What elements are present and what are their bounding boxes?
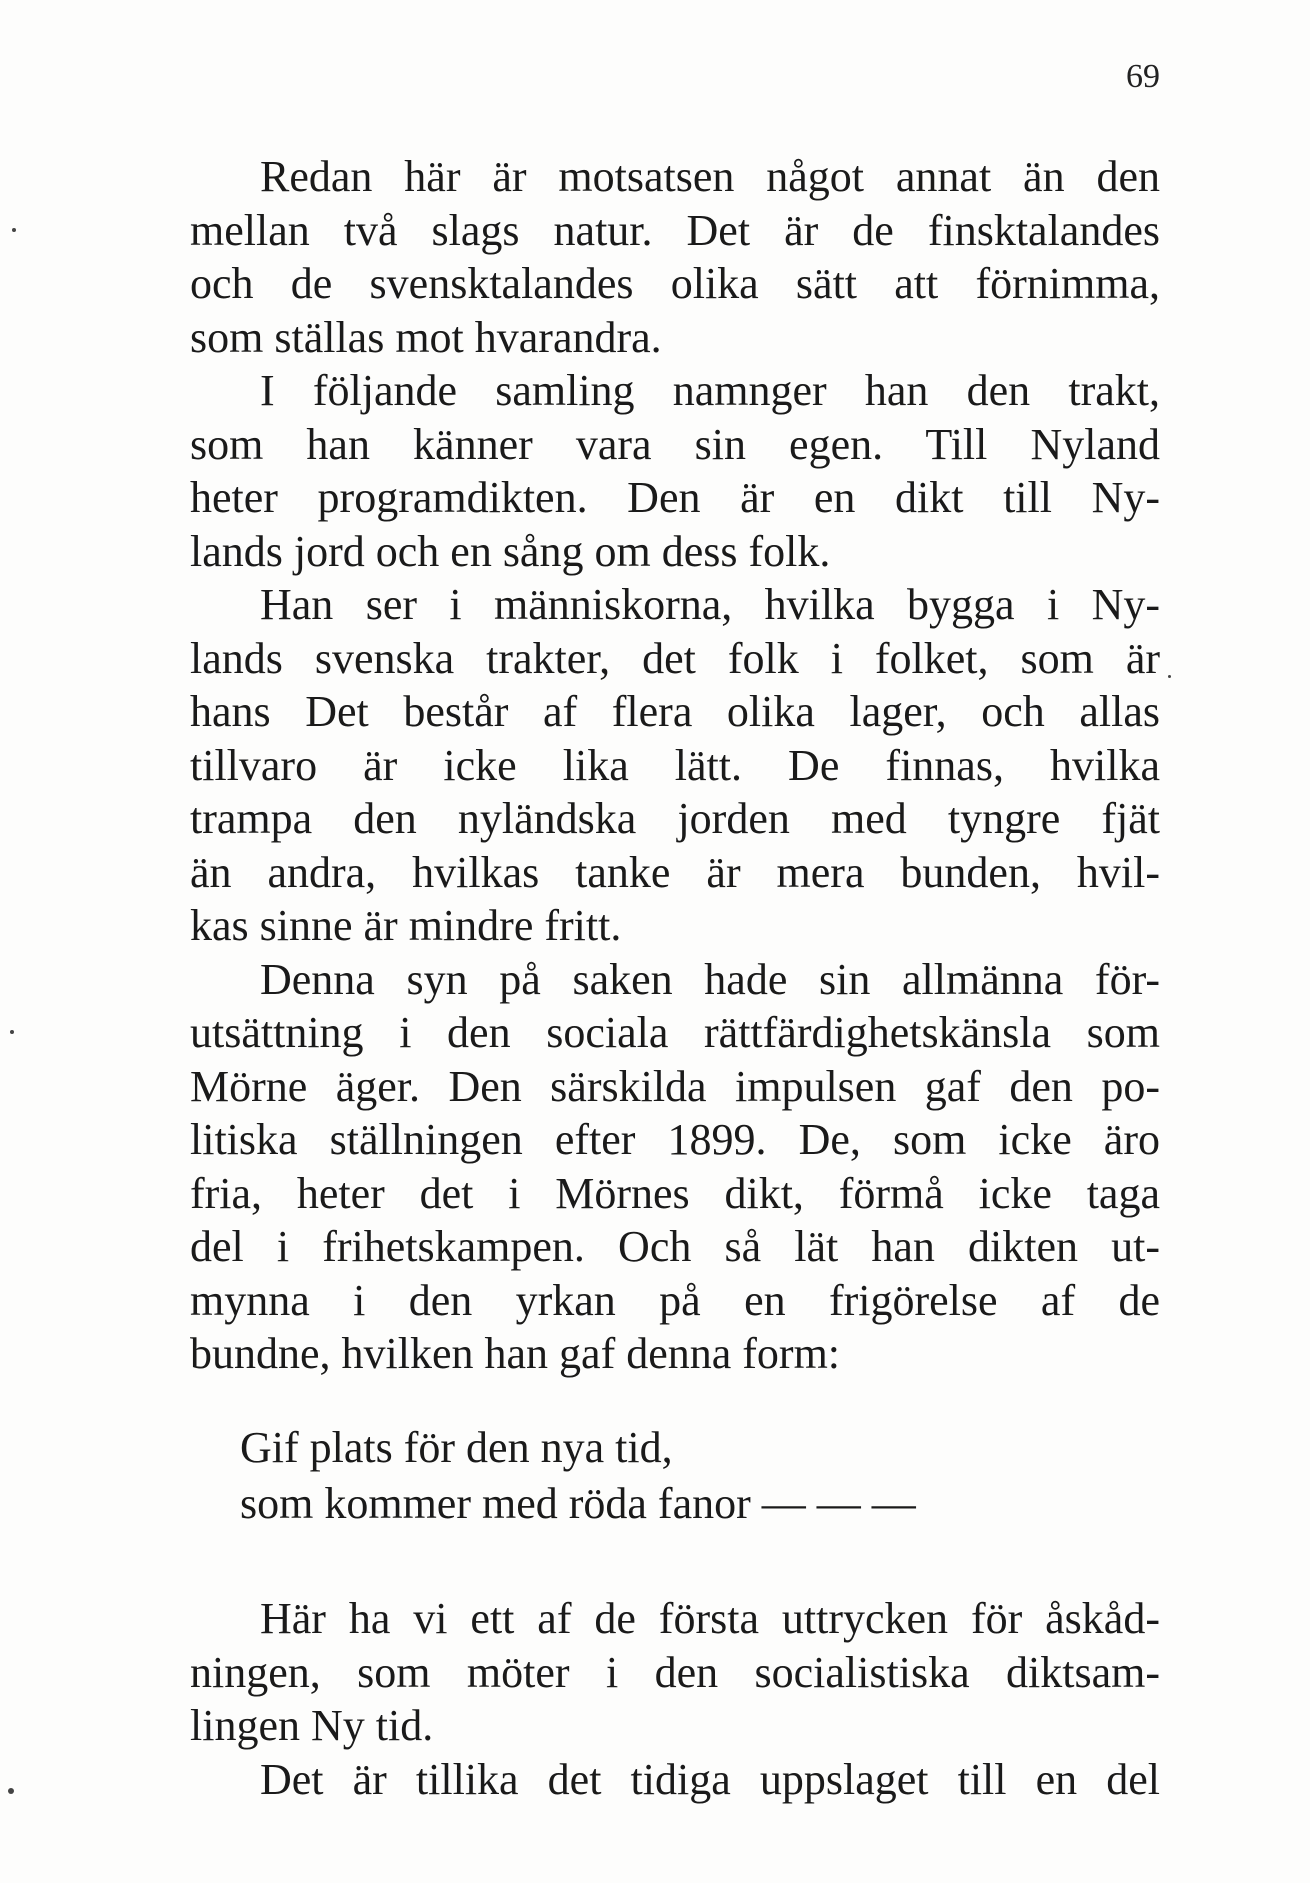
text-line: Denna syn på saken hade sin allmänna för- <box>260 954 1160 1004</box>
scan-speck <box>12 228 16 232</box>
text-line: fria, heter det i Mörnes dikt, förmå icke taga <box>190 1168 1160 1218</box>
page-number: 69 <box>1126 58 1160 95</box>
tail-text <box>190 1592 1160 1806</box>
text-line: lands svenska trakter, det folk i folket, som är <box>190 633 1160 683</box>
text-line: I följande samling namnger han den trakt, <box>260 366 1160 415</box>
text-line: kas sinne är mindre fritt. <box>190 901 622 950</box>
text-line: som han känner vara sin egen. Till Nyland <box>190 419 1160 469</box>
text-line: och de svensktalandes olika sätt att förnimma, <box>190 259 1160 308</box>
text-line: Han ser i människorna, hvilka bygga i Ny- <box>260 580 1160 629</box>
body-text <box>190 150 1160 1381</box>
text-line: del i frihetskampen. Och så lät han dikten ut- <box>190 1222 1160 1271</box>
text-line: ningen, som möter i den socialistiska diktsam- <box>190 1647 1160 1697</box>
verse-line: som kommer med röda fanor — — — <box>240 1479 916 1528</box>
text-line: mellan två slags natur. Det är de finsktalandes <box>190 205 1160 255</box>
text-line: heter programdikten. Den är en dikt till Ny- <box>190 473 1160 522</box>
text-line: trampa den nyländska jorden med tyngre fjät <box>190 794 1160 843</box>
text-line: bundne, hvilken han gaf denna form: <box>190 1329 841 1378</box>
text-line: tillvaro är icke lika lätt. De finnas, hvilka <box>190 740 1160 790</box>
scan-speck <box>1168 675 1171 678</box>
text-line: utsättning i den sociala rättfärdighetskänsla som <box>190 1008 1160 1057</box>
text-line: Här ha vi ett af de första uttrycken för åskåd- <box>260 1594 1160 1643</box>
text-line: lingen Ny tid. <box>190 1701 434 1750</box>
text-line: Redan här är motsatsen något annat än den <box>260 152 1160 201</box>
text-line: mynna i den yrkan på en frigörelse af de <box>190 1275 1160 1325</box>
text-line: lands jord och en sång om dess folk. <box>190 526 831 576</box>
text-line: hans Det består af flera olika lager, och allas <box>190 687 1160 736</box>
verse-quote <box>240 1420 916 1532</box>
scan-speck <box>10 1030 14 1034</box>
text-line: litiska ställningen efter 1899. De, som icke äro <box>190 1115 1160 1164</box>
verse-line: Gif plats för den nya tid, <box>240 1423 673 1472</box>
scan-speck <box>8 1788 14 1794</box>
text-line: Det är tillika det tidiga uppslaget till en del <box>260 1754 1160 1804</box>
text-line: än andra, hvilkas tanke är mera bunden, hvil- <box>190 847 1160 897</box>
text-line: som ställas mot hvarandra. <box>190 312 662 362</box>
text-line: Mörne äger. Den särskilda impulsen gaf den po- <box>190 1061 1160 1111</box>
